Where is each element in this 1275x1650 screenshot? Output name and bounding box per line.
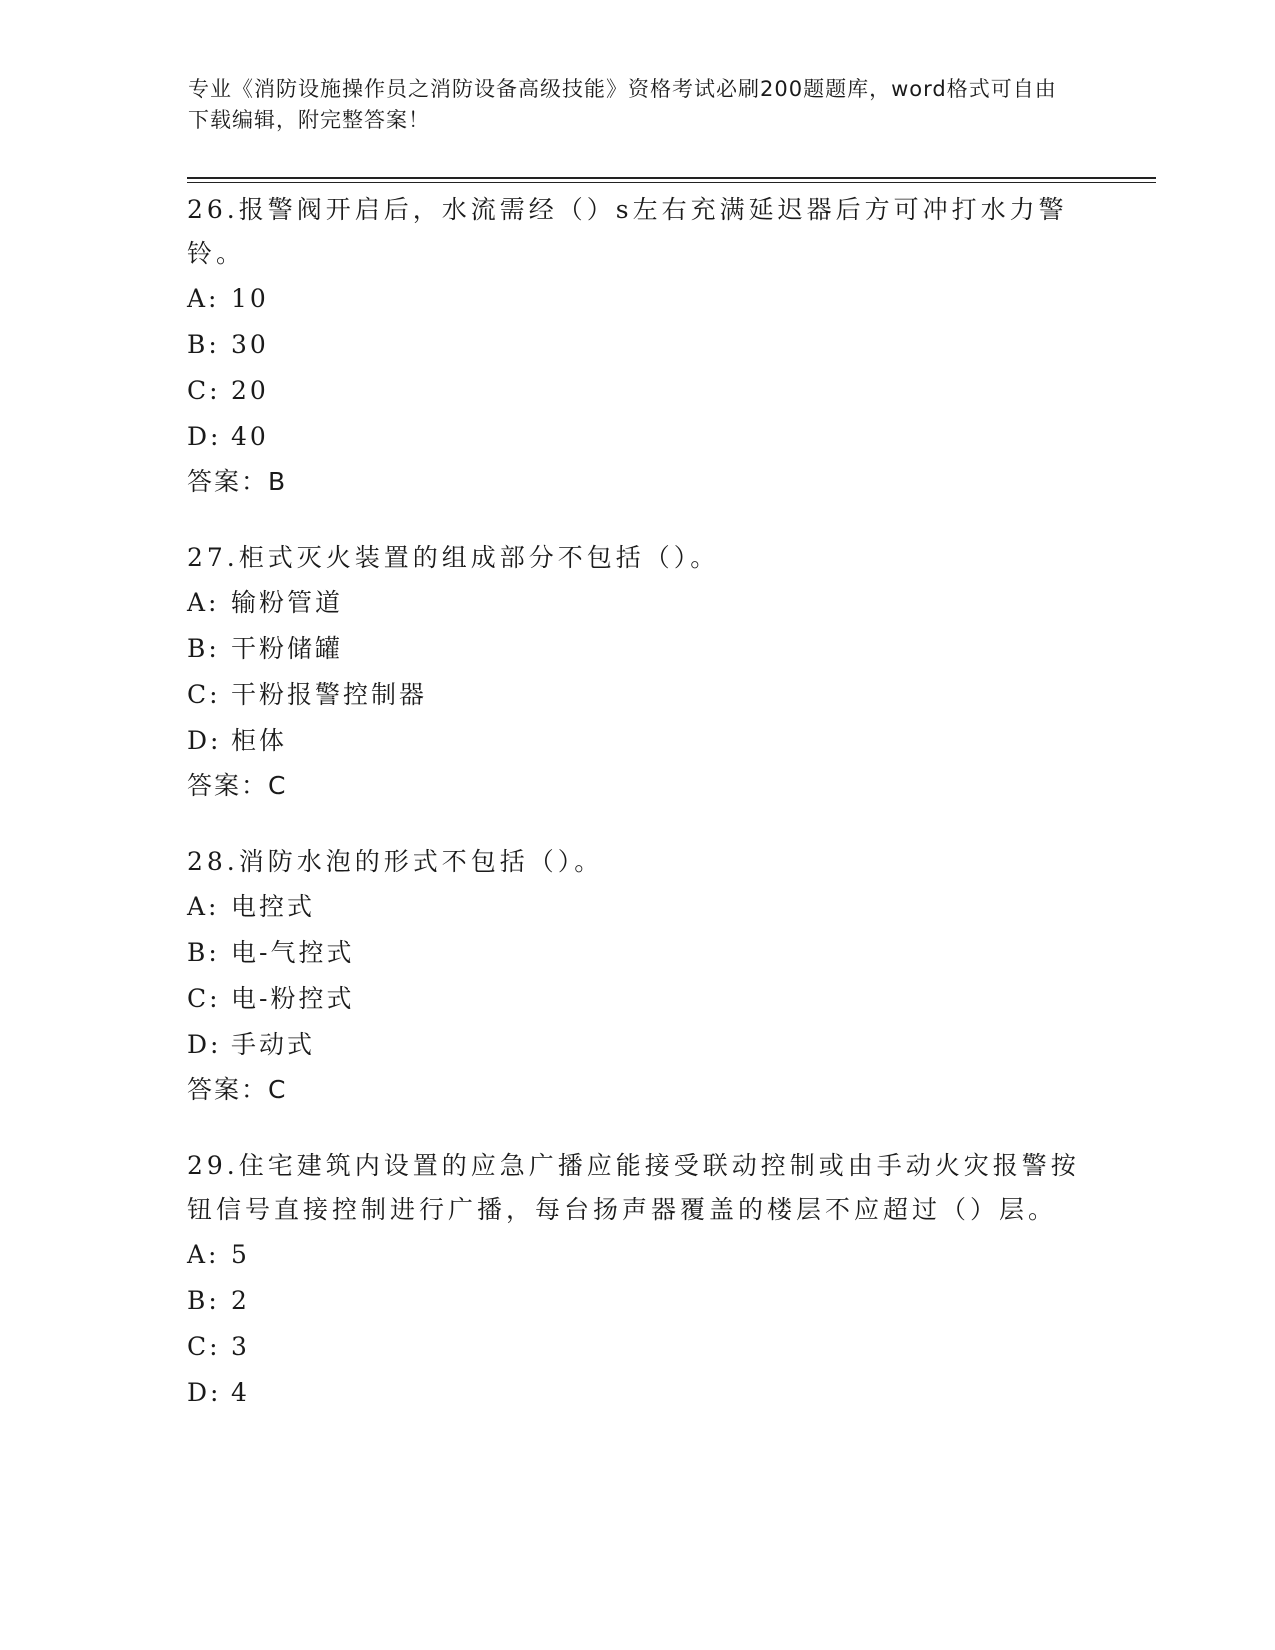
option-b — [187, 930, 1087, 976]
page-header-intro: 专业《消防设施操作员之消防设备高级技能》资格考试必刷200题题库，word格式可自由下载编辑，附完整答案！ — [188, 77, 1057, 132]
question-stem: 27.柜式灭火装置的组成部分不包括（）。 — [187, 543, 720, 572]
option-b — [187, 626, 1087, 672]
option-letter: A: — [187, 1240, 220, 1269]
option-b — [187, 1278, 1087, 1324]
option-text: 电-粉控式 — [231, 984, 355, 1013]
option-text: 柜体 — [231, 726, 288, 755]
option-letter: A: — [187, 892, 220, 921]
option-text: 20 — [231, 376, 269, 405]
option-letter: D: — [187, 726, 222, 755]
option-letter: C: — [187, 984, 221, 1013]
option-text: 干粉报警控制器 — [231, 680, 428, 709]
question-stem: 29.住宅建筑内设置的应急广播应能接受联动控制或由手动火灾报警按钮信号直接控制进行广播，每台扬声器覆盖的楼层不应超过（）层。 — [187, 1151, 1080, 1224]
option-text: 电控式 — [231, 892, 316, 921]
option-a — [187, 580, 1087, 626]
question-list — [187, 188, 1087, 1448]
option-text: 30 — [231, 330, 269, 359]
option-text: 40 — [231, 422, 269, 451]
header-divider-thin — [187, 182, 1156, 183]
option-letter: B: — [187, 1286, 220, 1315]
question-stem: 26.报警阀开启后，水流需经（）s左右充满延迟器后方可冲打水力警铃。 — [187, 195, 1068, 268]
option-text: 手动式 — [231, 1030, 316, 1059]
option-letter: C: — [187, 376, 221, 405]
option-d — [187, 1370, 1087, 1416]
header-divider-thick — [187, 177, 1156, 179]
option-a — [187, 1232, 1087, 1278]
option-letter: C: — [187, 1332, 221, 1361]
option-c — [187, 1324, 1087, 1370]
question-27 — [187, 536, 1087, 808]
option-letter: C: — [187, 680, 221, 709]
option-text: 输粉管道 — [231, 588, 344, 617]
option-letter: A: — [187, 284, 220, 313]
option-letter: D: — [187, 1378, 222, 1407]
option-text: 10 — [231, 284, 269, 313]
question-29 — [187, 1144, 1087, 1416]
answer-line: 答案：B — [187, 467, 288, 496]
option-letter: B: — [187, 938, 220, 967]
option-c — [187, 976, 1087, 1022]
question-stem: 28.消防水泡的形式不包括（）。 — [187, 847, 604, 876]
option-text: 电-气控式 — [231, 938, 355, 967]
option-d — [187, 414, 1087, 460]
option-b — [187, 322, 1087, 368]
question-28 — [187, 840, 1087, 1112]
option-d — [187, 1022, 1087, 1068]
answer-line: 答案：C — [187, 771, 288, 800]
option-a — [187, 884, 1087, 930]
option-c — [187, 672, 1087, 718]
option-letter: D: — [187, 1030, 222, 1059]
option-letter: B: — [187, 330, 220, 359]
option-text: 3 — [231, 1332, 250, 1361]
option-text: 5 — [231, 1240, 250, 1269]
option-text: 2 — [231, 1286, 250, 1315]
question-26 — [187, 188, 1087, 504]
option-letter: D: — [187, 422, 222, 451]
option-letter: B: — [187, 634, 220, 663]
option-text: 4 — [231, 1378, 250, 1407]
option-c — [187, 368, 1087, 414]
option-text: 干粉储罐 — [231, 634, 344, 663]
option-d — [187, 718, 1087, 764]
answer-line: 答案：C — [187, 1075, 288, 1104]
option-a — [187, 276, 1087, 322]
option-letter: A: — [187, 588, 220, 617]
